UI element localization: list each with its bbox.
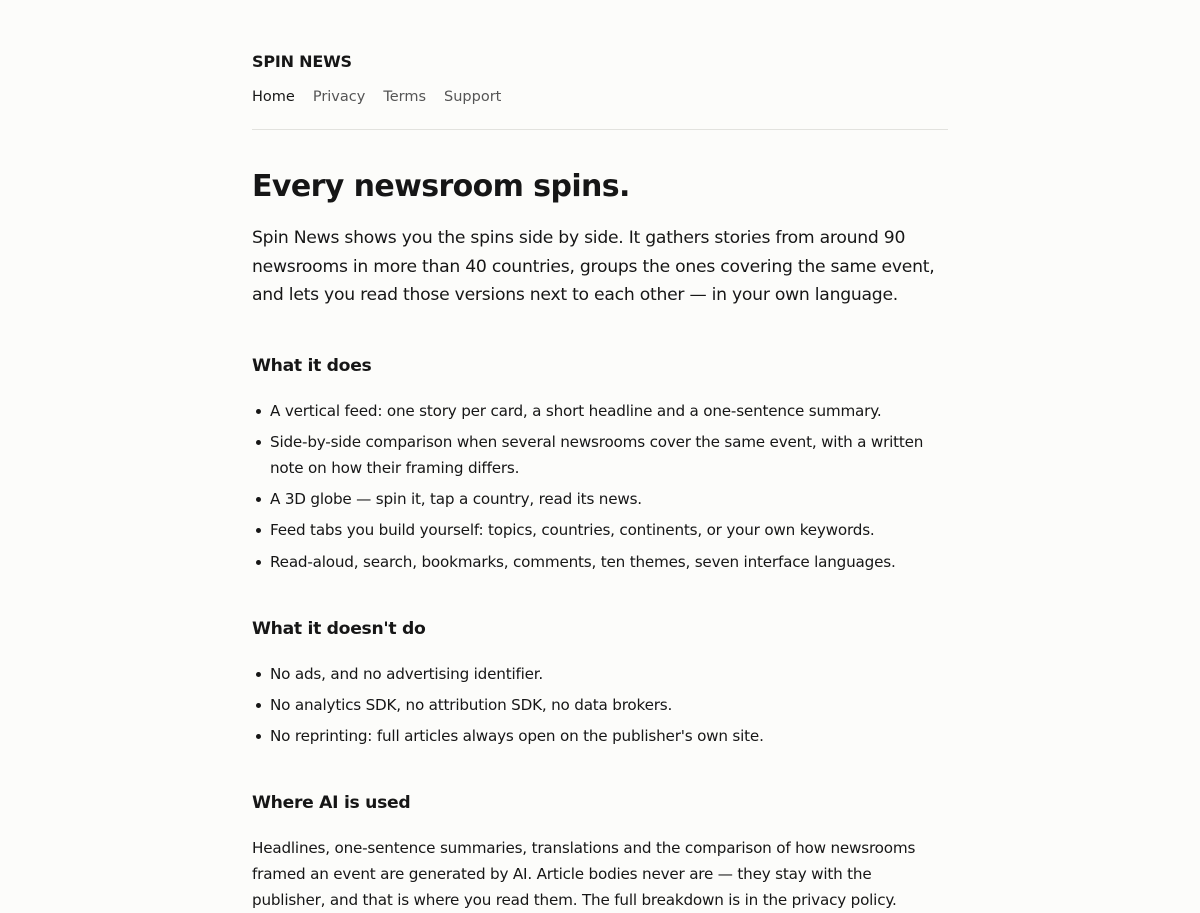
section-heading-what-it-doesnt-do: What it doesn't do [252, 618, 426, 639]
list-item: A 3D globe — spin it, tap a country, read its news. [270, 486, 948, 512]
nav-privacy-link[interactable]: Privacy [312, 89, 366, 105]
list-item: No reprinting: full articles always open on the publisher's own site. [270, 723, 948, 749]
section-heading-where-ai-is-used: Where AI is used [252, 793, 411, 814]
header-divider [252, 129, 948, 130]
nav-terms-link[interactable]: Terms [383, 89, 427, 105]
section-heading-what-it-does: What it does [252, 355, 372, 376]
features-list [252, 398, 948, 575]
list-item: No ads, and no advertising identifier. [270, 661, 948, 687]
page-title: Every newsroom spins. [252, 169, 630, 204]
main-nav [252, 87, 501, 107]
main-content [252, 164, 948, 913]
list-item: Feed tabs you build yourself: topics, countries, continents, or your own keywords. [270, 517, 948, 543]
list-item: Side-by-side comparison when several newsrooms cover the same event, with a written note on how their framing differs. [270, 429, 948, 481]
list-item: A vertical feed: one story per card, a short headline and a one-sentence summary. [270, 398, 948, 424]
nav-support-link[interactable]: Support [444, 89, 502, 105]
lead-paragraph: Spin News shows you the spins side by side. It gathers stories from around 90 newsrooms in more than 40 countries, groups the ones covering the same event, and lets you read those versions next to each other — in your own language. [252, 228, 935, 305]
list-item: Read-aloud, search, bookmarks, comments, ten themes, seven interface languages. [270, 549, 948, 575]
ai-usage-paragraph: Headlines, one-sentence summaries, translations and the comparison of how newsrooms framed an event are generated by AI. Article bodies never are — they stay with the publisher, and that is where you read them. The full breakdown is in the privacy policy. [252, 839, 916, 910]
nav-home-link[interactable]: Home [252, 89, 295, 105]
non-features-list [252, 661, 948, 750]
site-brand[interactable]: SPIN NEWS [252, 52, 352, 71]
list-item: No analytics SDK, no attribution SDK, no data brokers. [270, 692, 948, 718]
